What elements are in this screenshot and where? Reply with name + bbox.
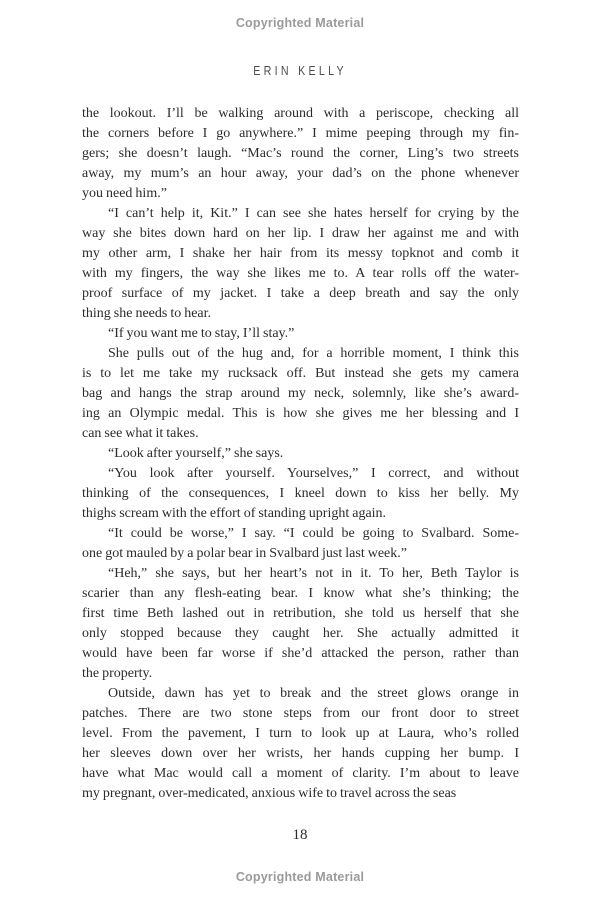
text-line: is to let me take my rucksack off. But instead she gets my camera [82, 366, 519, 381]
text-line: first time Beth lashed out in retribution, she told us herself that she [82, 606, 519, 621]
book-text [82, 104, 519, 804]
page-number: 18 [292, 827, 308, 843]
text-line: you need him.” [82, 186, 167, 201]
text-line: “I can’t help it, Kit.” I can see she hates herself for crying by the [108, 206, 519, 221]
text-line: with my fingers, the way she likes me to. A tear rolls off the water- [82, 266, 519, 281]
text-line: one got mauled by a polar bear in Svalbard just last week.” [82, 546, 407, 561]
text-line: level. From the pavement, I turn to look up at Laura, who’s rolled [82, 726, 519, 741]
text-line: my pregnant, over-medicated, anxious wife to travel across the seas [82, 786, 457, 801]
text-line: Outside, dawn has yet to break and the street glows orange in [108, 686, 519, 701]
text-line: the corners before I go anywhere.” I mime peeping through my fin- [82, 126, 519, 141]
copyright-notice-bottom: Copyrighted Material [235, 870, 365, 884]
text-line: “Heh,” she says, but her heart’s not in it. To her, Beth Taylor is [108, 566, 519, 581]
text-line: would have been far worse if she’d attacked the person, rather than [82, 646, 519, 661]
text-line: proof surface of my jacket. I take a deep breath and say the only [82, 286, 519, 301]
text-line: her sleeves down over her wrists, her hands cupping her bump. I [82, 746, 519, 761]
text-line: can see what it takes. [82, 426, 199, 441]
text-line: only stopped because they caught her. She actually admitted it [82, 626, 519, 641]
text-line: “Look after yourself,” she says. [108, 446, 284, 461]
text-line: away, my mum’s an hour away, your dad’s on the phone whenever [82, 166, 519, 181]
running-header-author: ERIN KELLY [253, 63, 347, 78]
running-header [0, 63, 600, 78]
text-line: patches. There are two stone steps from our front door to street [82, 706, 519, 721]
text-line: bag and hangs the strap around my neck, solemnly, like she’s award- [82, 386, 519, 401]
text-line: She pulls out of the hug and, for a horrible moment, I think this [108, 346, 519, 361]
text-line: my other arm, I shake her hair from its messy topknot and comb it [82, 246, 519, 261]
copyright-notice-top: Copyrighted Material [235, 16, 365, 30]
text-line: “You look after yourself. Yourselves,” I correct, and without [108, 466, 519, 481]
text-line: the property. [82, 666, 153, 681]
text-line: have what Mac would call a moment of clarity. I’m about to leave [82, 766, 519, 781]
text-line: ing an Olympic medal. This is how she gives me her blessing and I [82, 406, 519, 421]
text-line: scarier than any flesh-eating bear. I know what she’s thinking; the [82, 586, 519, 601]
text-line: thighs scream with the effort of standing upright again. [82, 506, 387, 521]
text-line: the lookout. I’ll be walking around with a periscope, checking all [82, 106, 519, 121]
text-line: way she bites down hard on her lip. I draw her against me and with [82, 226, 519, 241]
text-line: gers; she doesn’t laugh. “Mac’s round the corner, Ling’s two streets [82, 146, 519, 161]
text-line: thing she needs to hear. [82, 306, 212, 321]
text-line: “It could be worse,” I say. “I could be going to Svalbard. Some- [108, 526, 519, 541]
text-line: thinking of the consequences, I kneel down to kiss her belly. My [82, 486, 519, 501]
text-line: “If you want me to stay, I’ll stay.” [108, 326, 295, 341]
